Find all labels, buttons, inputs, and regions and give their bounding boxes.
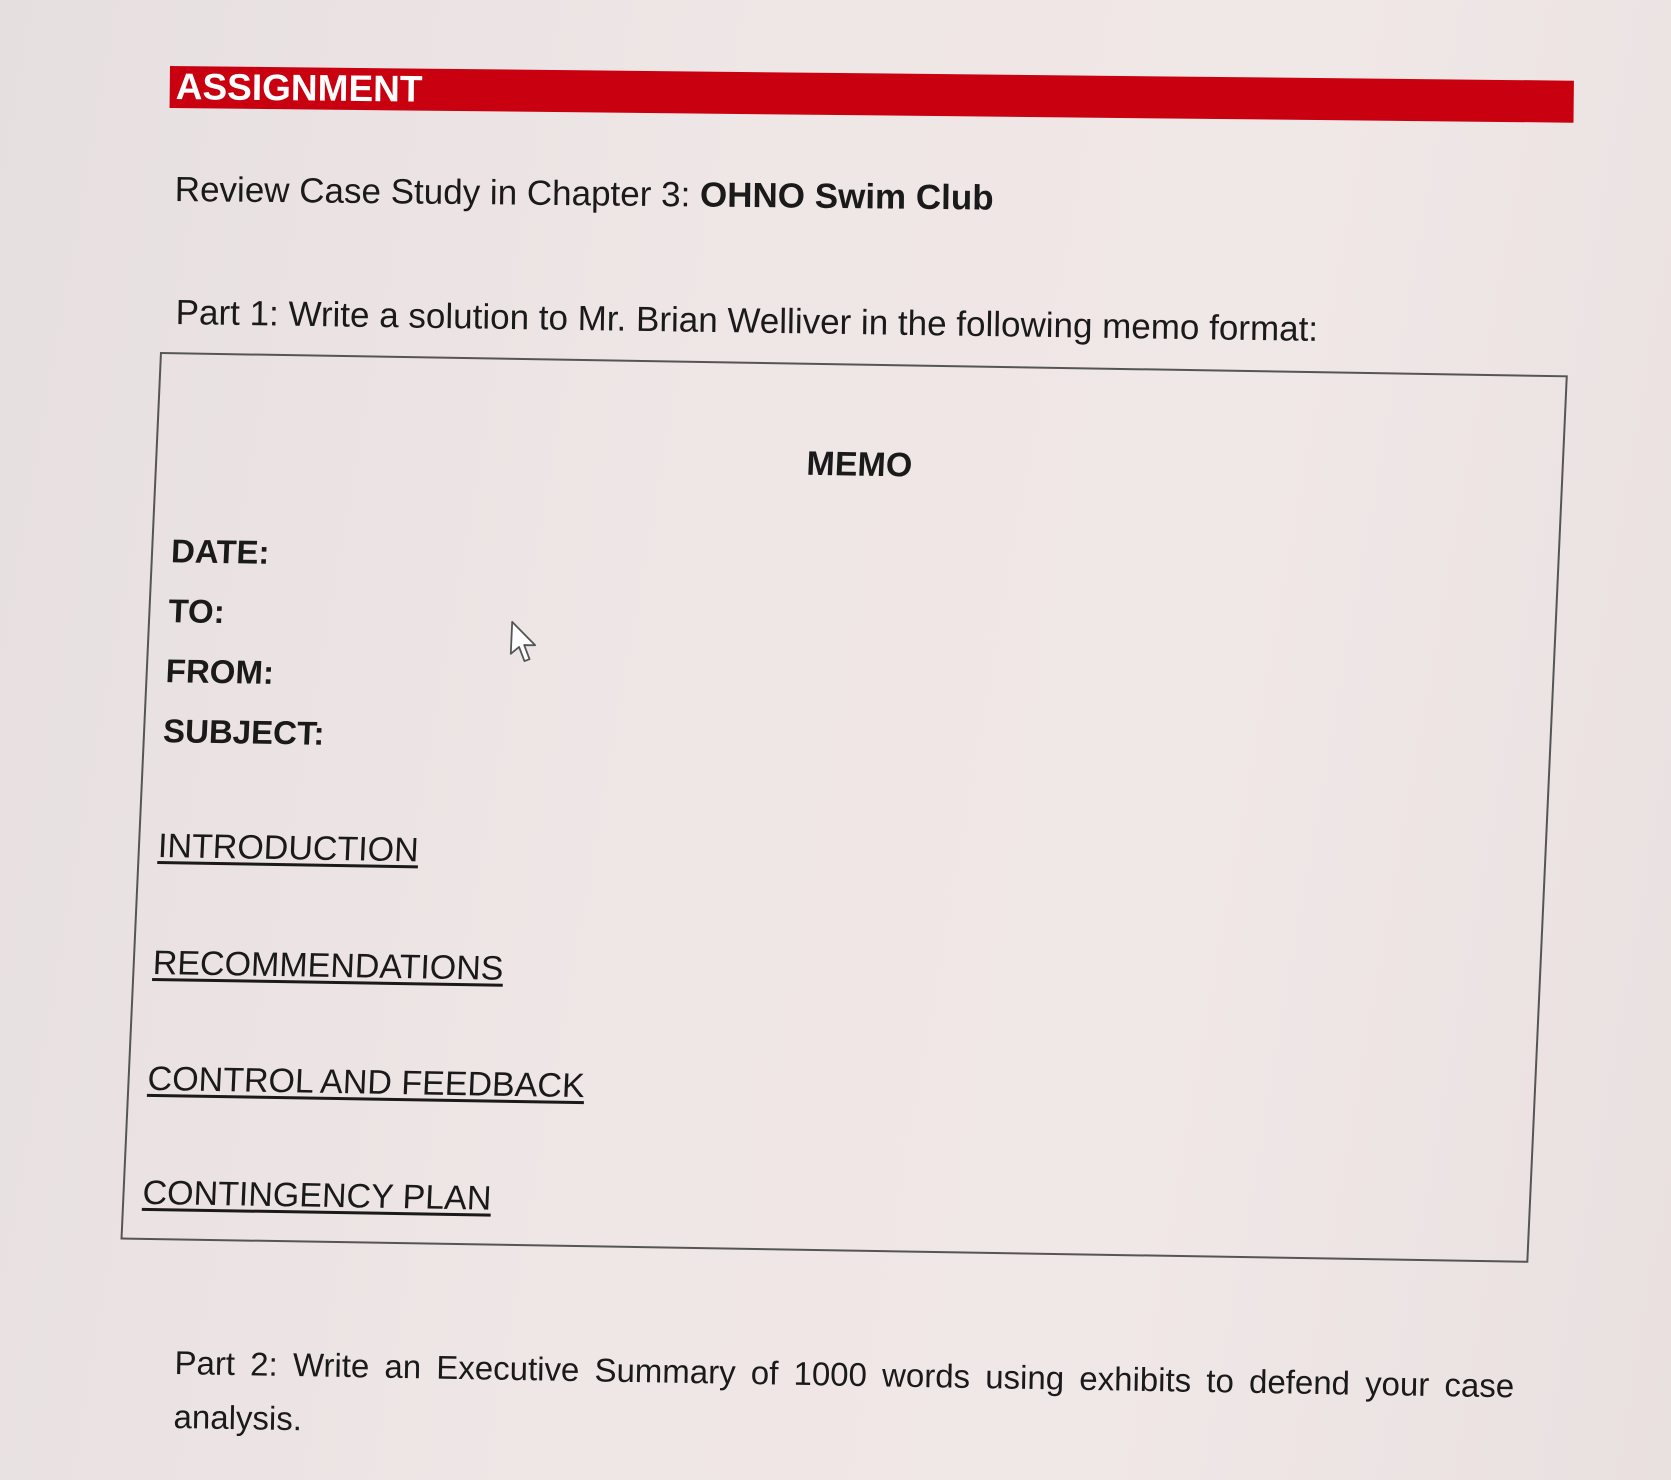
memo-subject-label: SUBJECT: bbox=[162, 712, 326, 752]
memo-to-label: TO: bbox=[167, 592, 226, 631]
section-recommendations: RECOMMENDATIONS bbox=[151, 943, 505, 988]
assignment-title: ASSIGNMENT bbox=[175, 66, 423, 110]
part1-instruction: Part 1: Write a solution to Mr. Brian Welliver in the following memo format: bbox=[175, 293, 1319, 349]
mouse-pointer-icon bbox=[508, 620, 540, 664]
section-contingency-plan: CONTINGENCY PLAN bbox=[141, 1173, 493, 1218]
case-name: OHNO Swim Club bbox=[699, 175, 994, 218]
review-instruction bbox=[175, 170, 994, 219]
memo-from-label: FROM: bbox=[164, 652, 275, 691]
review-prefix: Review Case Study in Chapter 3: bbox=[174, 170, 701, 215]
memo-title: MEMO bbox=[805, 444, 914, 485]
memo-template-box bbox=[120, 352, 1567, 1263]
section-introduction: INTRODUCTION bbox=[157, 827, 420, 870]
memo-date-label: DATE: bbox=[170, 532, 271, 571]
section-control-feedback: CONTROL AND FEEDBACK bbox=[146, 1059, 586, 1106]
part2-instruction: Part 2: Write an Executive Summary of 1000 words using exhibits to defend your case analysis. bbox=[173, 1343, 1515, 1438]
assignment-header-bar bbox=[170, 66, 1574, 123]
